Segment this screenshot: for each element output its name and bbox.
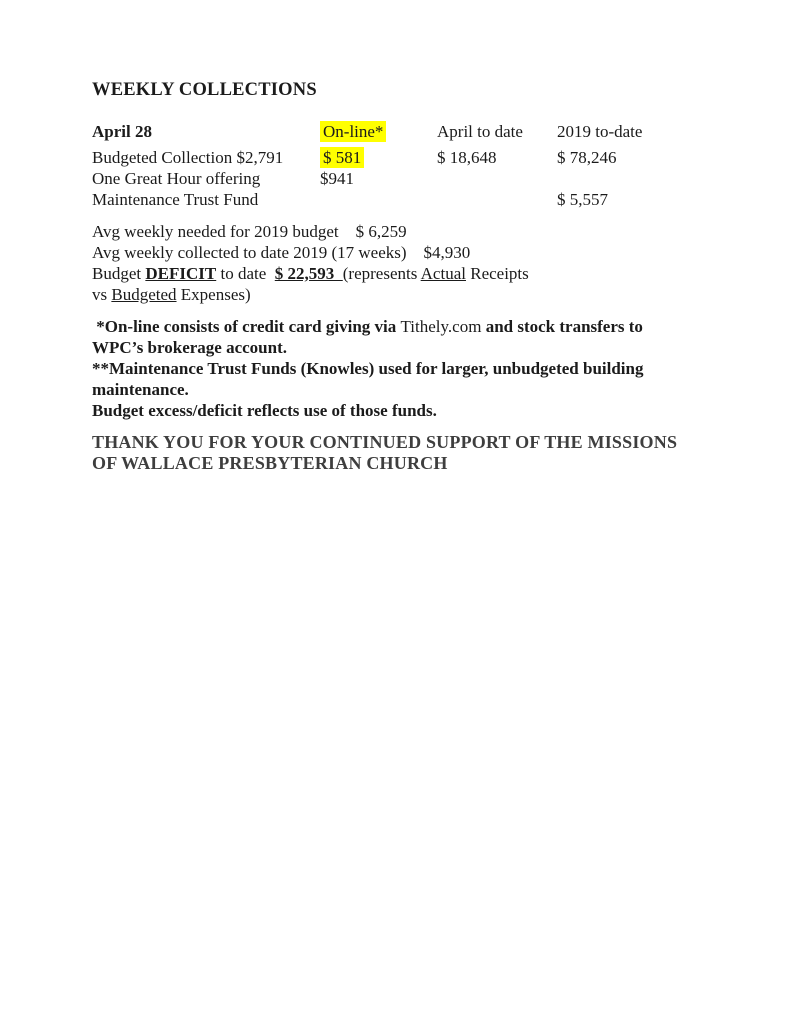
online-footnote-line-2: WPC’s brokerage account. <box>92 338 288 357</box>
online-footnote-line-1: *On-line consists of credit card giving via Tithely.com and stock transfers to <box>92 317 643 336</box>
april-to-date-header: April to date <box>437 122 523 141</box>
april-value: $ 18,648 <box>437 148 497 167</box>
table-row <box>92 147 731 168</box>
budget-deficit-line-continued: vs Budgeted Expenses) <box>92 285 251 304</box>
row-label: One Great Hour offering <box>92 169 261 188</box>
online-value: $941 <box>320 169 354 188</box>
budget-deficit-line: Budget DEFICIT to date $ 22,593 (represents Actual Receipts <box>92 264 529 283</box>
ytd-value: $ 5,557 <box>557 190 608 209</box>
avg-needed-line: Avg weekly needed for 2019 budget $ 6,259 <box>92 222 407 241</box>
avg-collected-line: Avg weekly collected to date 2019 (17 weeks) $4,930 <box>92 243 471 262</box>
table-header-row <box>92 121 731 142</box>
online-column-header-cell <box>320 121 437 142</box>
thank-you-message <box>92 432 731 474</box>
maintenance-footnote-line-1: **Maintenance Trust Funds (Knowles) used for larger, unbudgeted building <box>92 359 644 378</box>
excess-deficit-footnote: Budget excess/deficit reflects use of those funds. <box>92 401 437 420</box>
online-column-header: On-line* <box>320 121 386 142</box>
maintenance-footnote-line-2: maintenance. <box>92 380 189 399</box>
date-label: April 28 <box>92 122 152 141</box>
online-value-cell <box>320 147 437 168</box>
collections-table <box>92 121 731 210</box>
online-value-highlighted: $ 581 <box>320 147 364 168</box>
footnotes-block <box>92 316 731 421</box>
table-row <box>92 168 731 189</box>
ytd-header: 2019 to-date <box>557 122 643 141</box>
thank-you-line-1: THANK YOU FOR YOUR CONTINUED SUPPORT OF THE MISSIONS <box>92 432 678 452</box>
ytd-value: $ 78,246 <box>557 148 617 167</box>
row-label: Budgeted Collection $2,791 <box>92 148 284 167</box>
table-row <box>92 189 731 210</box>
budget-summary-block <box>92 221 731 305</box>
page-title: WEEKLY COLLECTIONS <box>92 80 317 100</box>
row-label: Maintenance Trust Fund <box>92 190 259 209</box>
thank-you-line-2: OF WALLACE PRESBYTERIAN CHURCH <box>92 453 448 473</box>
